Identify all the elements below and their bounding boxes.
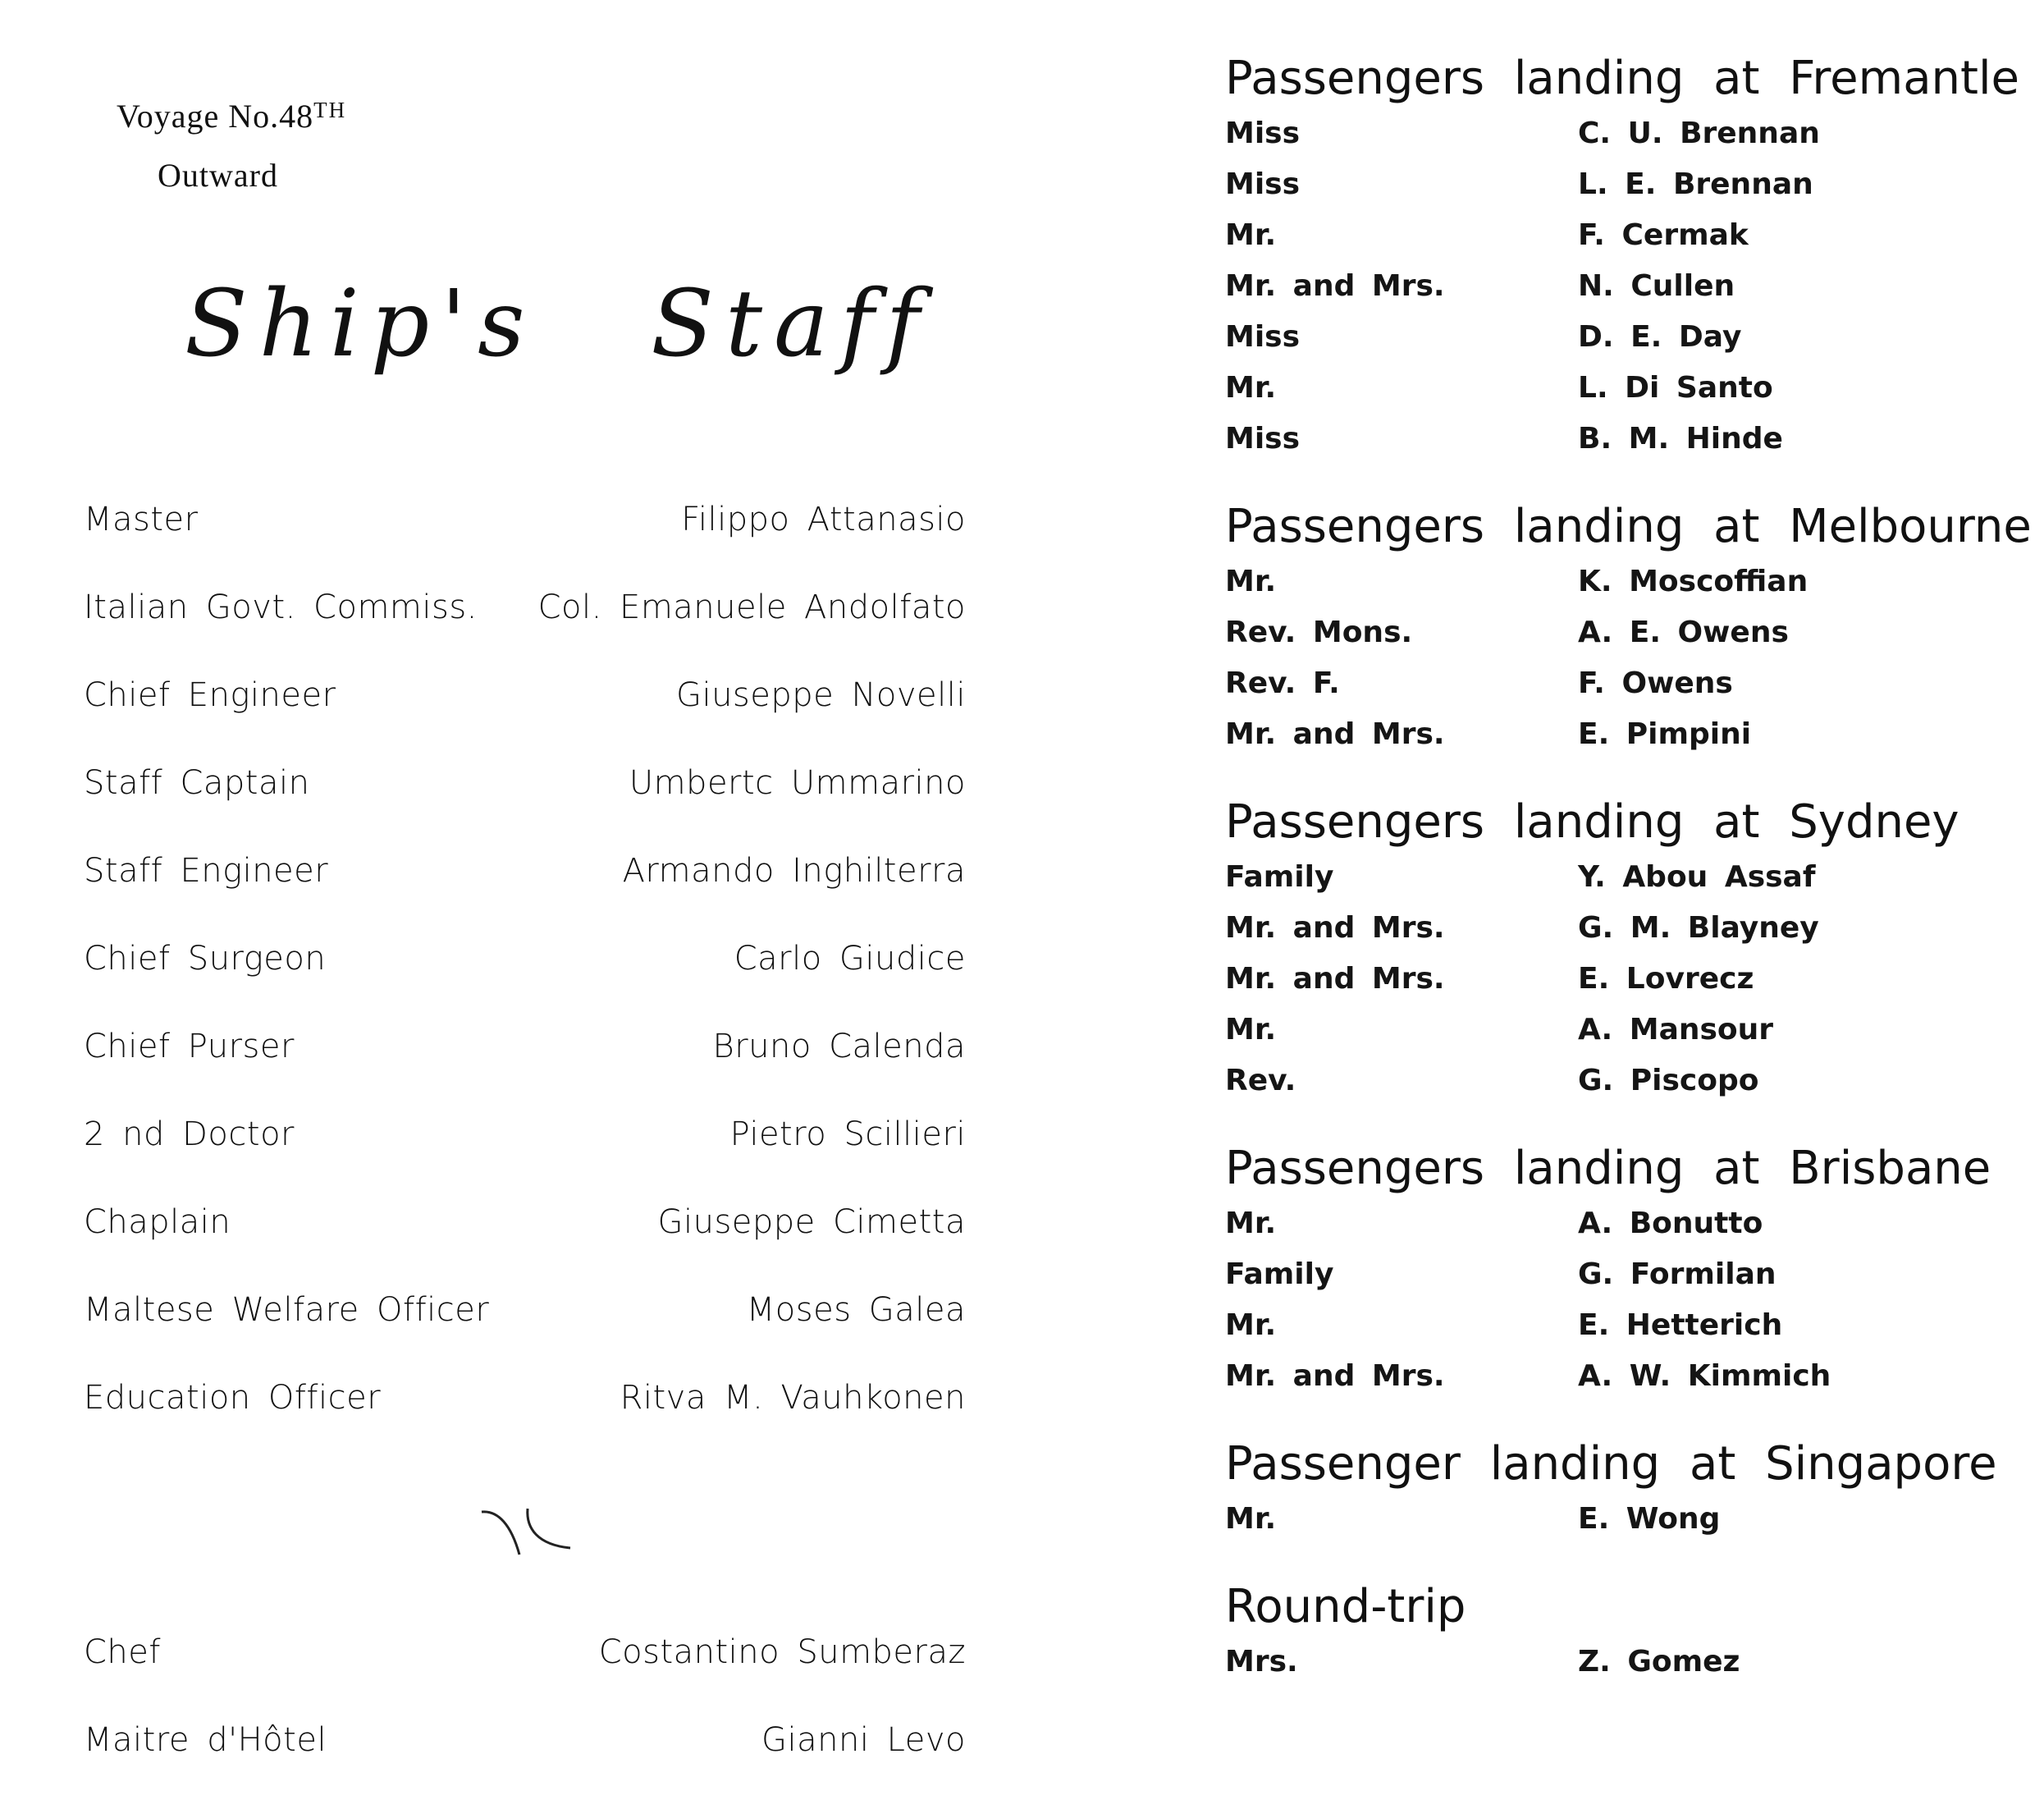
staff-row <box>84 852 966 940</box>
staff-name: Giuseppe Novelli <box>675 676 966 714</box>
passenger-name: G. Formilan <box>1578 1257 1776 1291</box>
passenger-row <box>1225 1056 2037 1106</box>
passenger-title: Family <box>1225 860 1334 894</box>
section-title: Passengers landing at Brisbane <box>1225 1142 1991 1195</box>
passenger-row <box>1225 1198 2037 1249</box>
passenger-row <box>1225 1249 2037 1300</box>
passenger-title: Mr. and Mrs. <box>1225 717 1445 751</box>
passenger-row <box>1225 1351 2037 1402</box>
section-title: Round-trip <box>1225 1580 1466 1633</box>
passenger-title: Mr. <box>1225 565 1277 598</box>
staff-name: Armando Inghilterra <box>622 852 966 890</box>
staff-row <box>84 1115 966 1203</box>
section-title: Passenger landing at Singapore <box>1225 1437 1997 1491</box>
passenger-name: Y. Abou Assaf <box>1578 860 1816 894</box>
staff-role: Chaplain <box>84 1203 231 1241</box>
staff-row <box>84 1291 966 1379</box>
passenger-section-melbourne <box>1225 497 2037 760</box>
staff-name: Moses Galea <box>746 1291 966 1329</box>
staff-role: Italian Govt. Commiss. <box>84 588 478 626</box>
staff-role: Chief Surgeon <box>84 940 327 978</box>
passenger-name: B. M. Hinde <box>1578 422 1783 456</box>
staff-name: Giuseppe Cimetta <box>657 1203 966 1241</box>
passenger-title: Mr. <box>1225 218 1277 252</box>
staff-name: Carlo Giudice <box>734 940 966 978</box>
passenger-section-round-trip <box>1225 1578 2037 1688</box>
passenger-title: Mrs. <box>1225 1645 1298 1678</box>
passenger-name: C. U. Brennan <box>1578 117 1820 150</box>
staff-name: Pietro Scillieri <box>729 1115 966 1153</box>
flourish-ornament <box>480 1504 578 1561</box>
staff-name: Ritva M. Vauhkonen <box>620 1379 966 1417</box>
voyage-number: Voyage No.48TH <box>117 98 347 135</box>
passenger-row <box>1225 658 2037 709</box>
staff-role: Chef <box>84 1633 161 1671</box>
staff-row <box>84 1028 966 1115</box>
staff-role: Maitre d'Hôtel <box>84 1721 327 1759</box>
passenger-section-brisbane <box>1225 1139 2037 1402</box>
staff-role: 2 nd Doctor <box>84 1115 295 1153</box>
passenger-row <box>1225 108 2037 159</box>
passenger-row <box>1225 852 2037 903</box>
passenger-row <box>1225 1005 2037 1056</box>
staff-name: Col. Emanuele Andolfato <box>537 588 966 626</box>
staff-name: Umbertc Ummarino <box>629 764 966 802</box>
staff-role: Staff Engineer <box>84 852 329 890</box>
ships-staff-title: Ship's Staff <box>185 271 931 378</box>
staff-row <box>84 501 966 588</box>
passenger-title: Rev. Mons. <box>1225 616 1413 649</box>
passenger-name: G. M. Blayney <box>1578 911 1819 945</box>
passenger-section-sydney <box>1225 793 2037 1106</box>
passenger-row <box>1225 1637 2037 1688</box>
passenger-row <box>1225 261 2037 312</box>
passenger-row <box>1225 363 2037 414</box>
staff-row <box>84 764 966 852</box>
staff-role: Maltese Welfare Officer <box>84 1291 490 1329</box>
passenger-name: G. Piscopo <box>1578 1064 1759 1097</box>
staff-row <box>84 1379 966 1467</box>
passenger-title: Family <box>1225 1257 1334 1291</box>
passenger-name: L. E. Brennan <box>1578 167 1813 201</box>
passenger-title: Mr. and Mrs. <box>1225 1359 1445 1393</box>
passenger-name: A. Bonutto <box>1578 1207 1763 1240</box>
staff-name: Costantino Sumberaz <box>598 1633 966 1671</box>
passenger-name: L. Di Santo <box>1578 371 1773 405</box>
staff-row <box>84 588 966 676</box>
passenger-row <box>1225 903 2037 954</box>
passenger-name: A. Mansour <box>1578 1013 1774 1046</box>
passenger-title: Miss <box>1225 167 1301 201</box>
staff-role: Chief Engineer <box>84 676 336 714</box>
passenger-name: F. Cermak <box>1578 218 1749 252</box>
staff-role: Chief Purser <box>84 1028 295 1065</box>
passenger-title: Mr. <box>1225 371 1277 405</box>
passenger-name: D. E. Day <box>1578 320 1742 354</box>
staff-row <box>84 1203 966 1291</box>
passenger-title: Mr. and Mrs. <box>1225 962 1445 996</box>
passenger-row <box>1225 556 2037 607</box>
passenger-row <box>1225 1300 2037 1351</box>
passenger-row <box>1225 1494 2037 1545</box>
staff-role: Staff Captain <box>84 764 310 802</box>
section-title: Passengers landing at Fremantle <box>1225 52 2019 105</box>
passenger-name: E. Hetterich <box>1578 1308 1783 1342</box>
staff-name: Bruno Calenda <box>712 1028 966 1065</box>
section-title: Passengers landing at Sydney <box>1225 795 1959 849</box>
passenger-name: A. E. Owens <box>1578 616 1789 649</box>
passenger-title: Miss <box>1225 117 1301 150</box>
staff-name: Filippo Attanasio <box>681 501 966 538</box>
staff-name: Gianni Levo <box>761 1721 966 1759</box>
passenger-name: N. Cullen <box>1578 269 1735 303</box>
staff-role: Education Officer <box>84 1379 382 1417</box>
passenger-row <box>1225 709 2037 760</box>
voyage-direction: Outward <box>158 157 278 194</box>
passenger-title: Rev. F. <box>1225 666 1340 700</box>
passenger-row <box>1225 312 2037 363</box>
section-title: Passengers landing at Melbourne <box>1225 500 2032 553</box>
passenger-name: E. Pimpini <box>1578 717 1752 751</box>
passenger-row <box>1225 607 2037 658</box>
passenger-name: K. Moscoffian <box>1578 565 1809 598</box>
passenger-name: E. Wong <box>1578 1502 1721 1536</box>
passenger-title: Mr. <box>1225 1207 1277 1240</box>
passenger-row <box>1225 210 2037 261</box>
passenger-title: Mr. and Mrs. <box>1225 911 1445 945</box>
passenger-name: A. W. Kimmich <box>1578 1359 1831 1393</box>
passenger-name: E. Lovrecz <box>1578 962 1754 996</box>
passenger-name: F. Owens <box>1578 666 1733 700</box>
passenger-name: Z. Gomez <box>1578 1645 1740 1678</box>
passenger-row <box>1225 414 2037 465</box>
passenger-title: Mr. and Mrs. <box>1225 269 1445 303</box>
passenger-title: Mr. <box>1225 1502 1277 1536</box>
passenger-title: Miss <box>1225 422 1301 456</box>
staff-row <box>84 676 966 764</box>
passenger-title: Mr. <box>1225 1013 1277 1046</box>
passenger-section-singapore <box>1225 1435 2037 1545</box>
passenger-row <box>1225 159 2037 210</box>
staff-row <box>84 1633 966 1721</box>
voyage-suffix: TH <box>313 98 347 122</box>
passenger-title: Miss <box>1225 320 1301 354</box>
passenger-section-fremantle <box>1225 49 2037 465</box>
staff-role: Master <box>84 501 199 538</box>
staff-row <box>84 1721 966 1809</box>
passenger-title: Mr. <box>1225 1308 1277 1342</box>
passenger-row <box>1225 954 2037 1005</box>
hotel-staff-list <box>84 1633 966 1809</box>
passenger-list <box>1225 49 2037 1720</box>
officers-list <box>84 501 966 1467</box>
passenger-title: Rev. <box>1225 1064 1296 1097</box>
staff-row <box>84 940 966 1028</box>
voyage-header <box>117 80 346 205</box>
